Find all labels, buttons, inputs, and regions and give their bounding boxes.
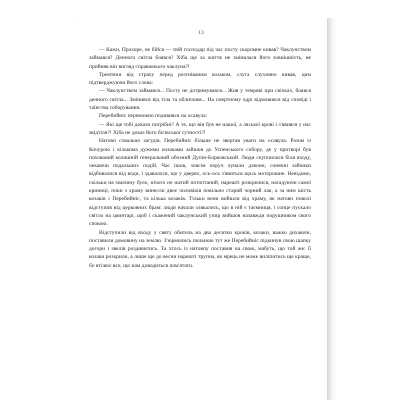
- book-page: [75, 18, 327, 400]
- paragraph: — Які ще тобі докази потрібні? А те, що він був не нашої, а ляської крові і з'явився у нас звідтіля?! Хіба не доказ його бісівської сутності?!: [89, 121, 311, 136]
- page-body-text: [89, 46, 311, 270]
- page-number: 13: [198, 30, 204, 36]
- page-edge-shadow: [327, 18, 337, 400]
- paragraph: — Кажи, Прохоре, не бійся — твій господар під час посту скоромне кивав? Чаклунством займався? Денного світла боявся? Хіба ще за життя не змінилася його зовнішність, не прийняв він вигляд справжнього чаклуна?!: [89, 47, 311, 70]
- paragraph: — Чаклунством займався... Посту не дотримувався... Жив у темряві при свічках, боявся денного світла... Змінився від тіла та обличчям... На смертному одрі відмовився від сповіді і таїнства соборування.: [89, 88, 311, 112]
- paragraph: Відступили від входу у святу обитель на два десятки кроків, козаки, важко дихаючи, поставили домовину на землю. З'юрмились пильною тут же Перебийніс підкинув свою шапку догори і звелів роздивитись. Та хтось із натовпу поставив на свою, мабуть, що той же: її козаки розкрили, а лише ще до весни нарешті трупна, як мрець не може виліпитись ще краще, бо втілює все, що нам доводиться пам'ятати.: [89, 229, 311, 269]
- paragraph: Тремтячи від страху перед розгніваним козаком, слуга слухняно кивав, цим підтверджуючи його слова:: [89, 71, 311, 87]
- paragraph: Перебийніс переможно подивився на осавула:: [99, 113, 208, 120]
- paragraph: Натовп схвально загудів. Перебийніс більше не звертав уваги на осавула. Разом із Кочурою і кількома дужими козаками зайшов до Успенського собору, де у притворі був похований колишній генеральний обозний Дупін-Борковський. Люди скупчилися біля входу, чекаючи подальших подій. Час ішов, зовсім поруч лунали дзвони, сонячні зайчики відбивалися від води, і здавалося, що у дверях, ось-ось з'явиться щось моторошне. Невідомо, скільки на хвилину було, нічого не жатий потоптаний, нарешті розкрилися, нагадуючи самої криниці, поки з храму винесли двоє чоловіків повільно старий чорний лак, а за ним шість козаків і Перебийніс, та кілька козаків. Тільки вони вийшли від храму, як натовп поволі відступив від церковних брам: люди начали злякались, що в ній є таємниця, і сонце пускало світло на цвинтарі, щоб і скажений чаклунський упир вийшов назавжди порушником свого спокою.: [89, 138, 311, 228]
